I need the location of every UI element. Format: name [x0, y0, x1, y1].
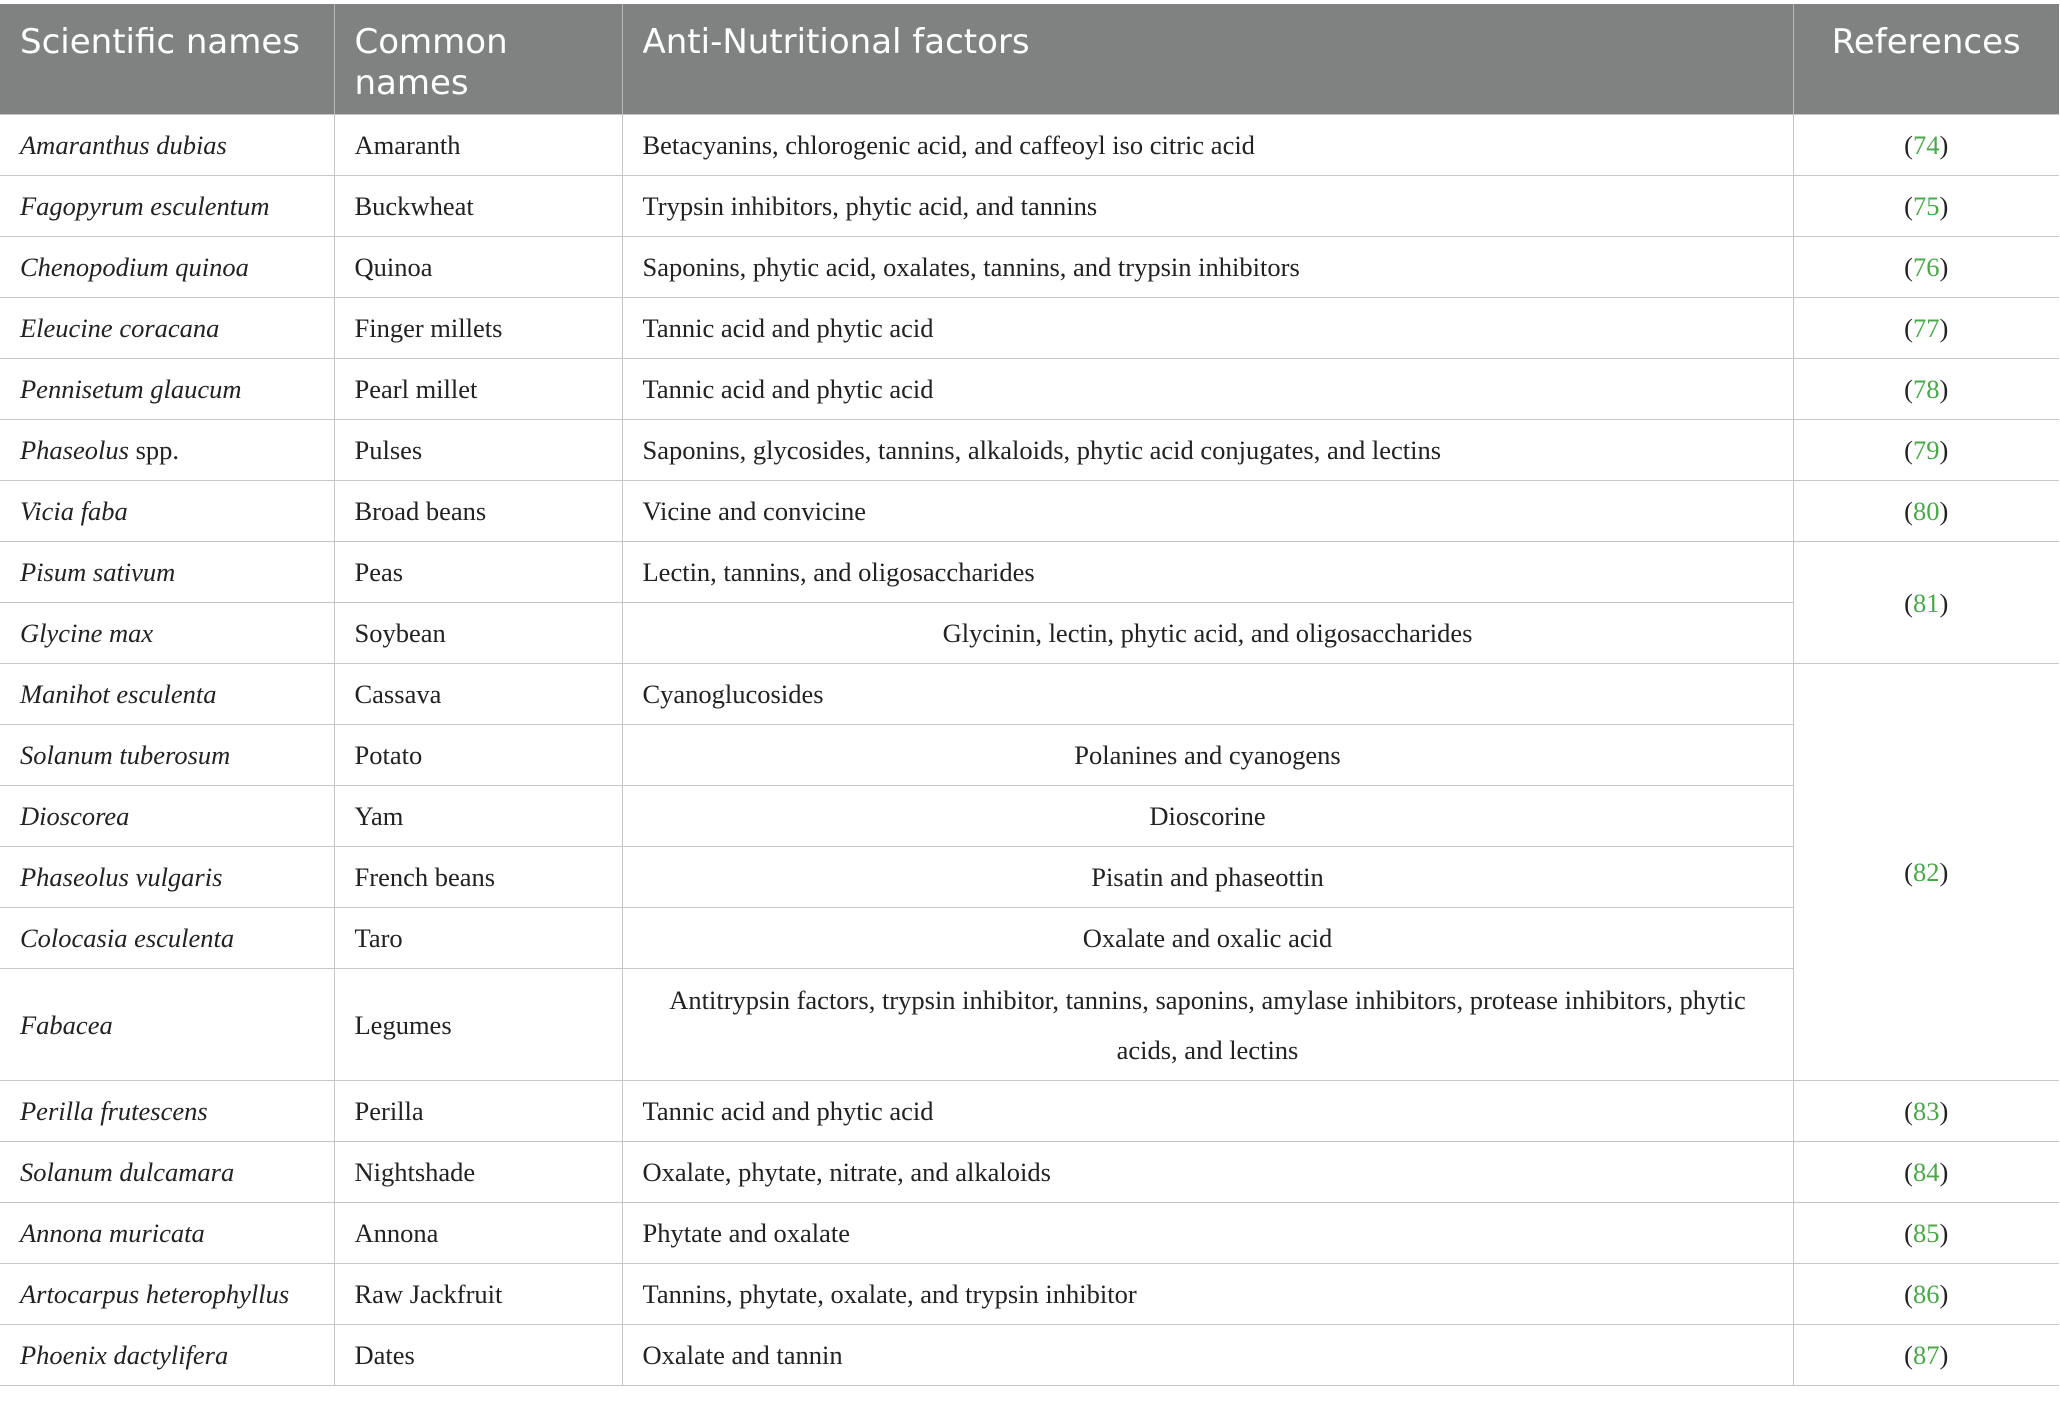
reference-link[interactable]: 79 — [1913, 435, 1940, 465]
scientific-name: Solanum tuberosum — [0, 725, 334, 786]
common-name: Quinoa — [334, 237, 622, 298]
reference: (87) — [1793, 1325, 2059, 1386]
anti-nutritional-factors: Pisatin and phaseottin — [622, 847, 1793, 908]
header-row — [0, 4, 2059, 115]
reference: (82) — [1793, 664, 2059, 1081]
scientific-name: Annona muricata — [0, 1203, 334, 1264]
anti-nutritional-factors: Tannic acid and phytic acid — [622, 359, 1793, 420]
scientific-name: Pisum sativum — [0, 542, 334, 603]
reference: (79) — [1793, 420, 2059, 481]
common-name: Amaranth — [334, 115, 622, 176]
common-name: Broad beans — [334, 481, 622, 542]
reference-link[interactable]: 75 — [1913, 191, 1940, 221]
scientific-name — [0, 420, 334, 481]
common-name: Annona — [334, 1203, 622, 1264]
anti-nutritional-factors: Trypsin inhibitors, phytic acid, and tannins — [622, 176, 1793, 237]
table-row — [0, 908, 2059, 969]
reference: (83) — [1793, 1081, 2059, 1142]
scientific-name: Vicia faba — [0, 481, 334, 542]
common-name: Buckwheat — [334, 176, 622, 237]
anti-nutritional-factors: Tannic acid and phytic acid — [622, 1081, 1793, 1142]
common-name: French beans — [334, 847, 622, 908]
reference: (76) — [1793, 237, 2059, 298]
table-row — [0, 359, 2059, 420]
table-row — [0, 786, 2059, 847]
table-row — [0, 725, 2059, 786]
scientific-name: Manihot esculenta — [0, 664, 334, 725]
table-row — [0, 298, 2059, 359]
anti-nutritional-factors: Antitrypsin factors, trypsin inhibitor, tannins, saponins, amylase inhibitors, protease inhibitors, phytic acids, and lectins — [622, 969, 1793, 1081]
anti-nutritional-factors: Tannins, phytate, oxalate, and trypsin inhibitor — [622, 1264, 1793, 1325]
reference-link[interactable]: 81 — [1913, 587, 1940, 618]
reference: (80) — [1793, 481, 2059, 542]
common-name: Legumes — [334, 969, 622, 1081]
reference-link[interactable]: 82 — [1913, 857, 1940, 887]
reference-link[interactable]: 77 — [1913, 313, 1940, 343]
table-row — [0, 1081, 2059, 1142]
table-row — [0, 115, 2059, 176]
anti-nutritional-factors: Saponins, glycosides, tannins, alkaloids, phytic acid conjugates, and lectins — [622, 420, 1793, 481]
table-row — [0, 542, 2059, 603]
anti-nutritional-factors: Tannic acid and phytic acid — [622, 298, 1793, 359]
anti-nutritional-factors-table — [0, 4, 2059, 1386]
table-row — [0, 237, 2059, 298]
table-row — [0, 1264, 2059, 1325]
scientific-name: Solanum dulcamara — [0, 1142, 334, 1203]
table-row — [0, 969, 2059, 1081]
scientific-name: Phaseolus vulgaris — [0, 847, 334, 908]
common-name: Potato — [334, 725, 622, 786]
table-row — [0, 664, 2059, 725]
anti-nutritional-factors: Oxalate, phytate, nitrate, and alkaloids — [622, 1142, 1793, 1203]
reference-link[interactable]: 83 — [1913, 1096, 1940, 1126]
table-row — [0, 1142, 2059, 1203]
anti-nutritional-factors: Betacyanins, chlorogenic acid, and caffeoyl iso citric acid — [622, 115, 1793, 176]
scientific-name: Glycine max — [0, 603, 334, 664]
scientific-name: Fabacea — [0, 969, 334, 1081]
table-row — [0, 176, 2059, 237]
anti-nutritional-factors: Vicine and convicine — [622, 481, 1793, 542]
table-container — [0, 4, 2060, 1386]
reference: (77) — [1793, 298, 2059, 359]
scientific-name: Colocasia esculenta — [0, 908, 334, 969]
header-references: References — [1793, 4, 2059, 115]
scientific-name: Artocarpus heterophyllus — [0, 1264, 334, 1325]
reference-link[interactable]: 87 — [1913, 1340, 1940, 1370]
common-name: Pulses — [334, 420, 622, 481]
anti-nutritional-factors: Oxalate and oxalic acid — [622, 908, 1793, 969]
scientific-name: Eleucine coracana — [0, 298, 334, 359]
common-name: Yam — [334, 786, 622, 847]
reference: (78) — [1793, 359, 2059, 420]
scientific-name: Dioscorea — [0, 786, 334, 847]
common-name: Taro — [334, 908, 622, 969]
anti-nutritional-factors: Cyanoglucosides — [622, 664, 1793, 725]
reference: (85) — [1793, 1203, 2059, 1264]
header-scientific-names: Scientific names — [0, 4, 334, 115]
scientific-name: Pennisetum glaucum — [0, 359, 334, 420]
common-name: Raw Jackfruit — [334, 1264, 622, 1325]
table-row — [0, 1325, 2059, 1386]
common-name: Peas — [334, 542, 622, 603]
scientific-name: Fagopyrum esculentum — [0, 176, 334, 237]
anti-nutritional-factors: Saponins, phytic acid, oxalates, tannins, and trypsin inhibitors — [622, 237, 1793, 298]
scientific-name: Phoenix dactylifera — [0, 1325, 334, 1386]
anti-nutritional-factors: Dioscorine — [622, 786, 1793, 847]
table-row — [0, 420, 2059, 481]
anti-nutritional-factors: Phytate and oxalate — [622, 1203, 1793, 1264]
table-row — [0, 481, 2059, 542]
table-row — [0, 603, 2059, 664]
table-row — [0, 1203, 2059, 1264]
scientific-name: Perilla frutescens — [0, 1081, 334, 1142]
scientific-name: Chenopodium quinoa — [0, 237, 334, 298]
common-name: Pearl millet — [334, 359, 622, 420]
header-common-names: Common names — [334, 4, 622, 115]
scientific-name-genus: Phaseolus — [20, 435, 129, 465]
anti-nutritional-factors: Lectin, tannins, and oligosaccharides — [622, 542, 1793, 603]
anti-nutritional-factors: Oxalate and tannin — [622, 1325, 1793, 1386]
reference: (86) — [1793, 1264, 2059, 1325]
reference-link[interactable]: 78 — [1913, 374, 1940, 404]
common-name: Cassava — [334, 664, 622, 725]
common-name: Soybean — [334, 603, 622, 664]
scientific-name: Amaranthus dubias — [0, 115, 334, 176]
reference-link[interactable]: 76 — [1913, 252, 1940, 282]
scientific-name-suffix: spp. — [128, 435, 180, 465]
reference: (84) — [1793, 1142, 2059, 1203]
reference-link[interactable]: 85 — [1913, 1218, 1940, 1248]
reference: (75) — [1793, 176, 2059, 237]
reference-link[interactable]: 74 — [1913, 130, 1940, 160]
common-name: Dates — [334, 1325, 622, 1386]
table-row — [0, 847, 2059, 908]
anti-nutritional-factors: Glycinin, lectin, phytic acid, and oligosaccharides — [622, 603, 1793, 664]
header-anti-nutritional-factors: Anti-Nutritional factors — [622, 4, 1793, 115]
common-name: Nightshade — [334, 1142, 622, 1203]
common-name: Finger millets — [334, 298, 622, 359]
common-name: Perilla — [334, 1081, 622, 1142]
reference: (74) — [1793, 115, 2059, 176]
reference-link[interactable]: 86 — [1913, 1279, 1940, 1309]
anti-nutritional-factors: Polanines and cyanogens — [622, 725, 1793, 786]
reference-link[interactable]: 80 — [1913, 496, 1940, 526]
reference: (81) — [1793, 542, 2059, 664]
reference-link[interactable]: 84 — [1913, 1157, 1940, 1187]
